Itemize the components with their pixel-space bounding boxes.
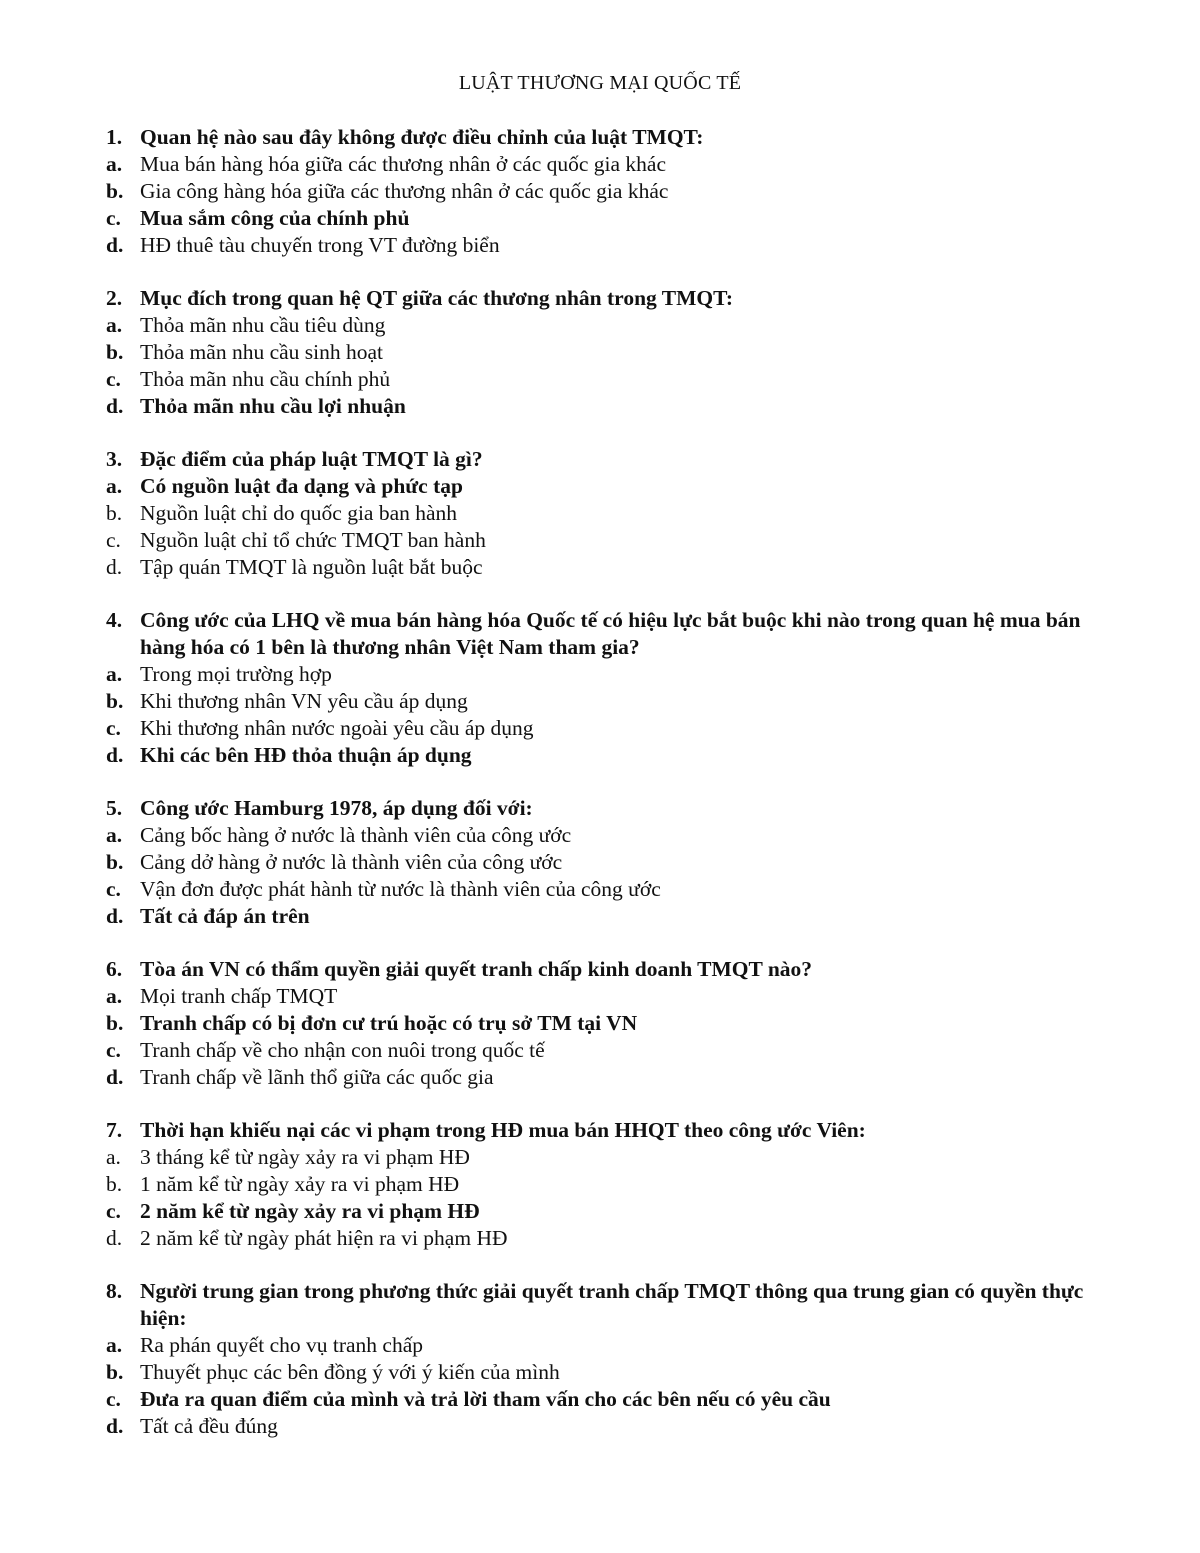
answer-option <box>106 1386 1106 1413</box>
option-text: Trong mọi trường hợp <box>140 662 332 686</box>
answer-option <box>106 688 1106 715</box>
question-text: Mục đích trong quan hệ QT giữa các thương nhân trong TMQT: <box>140 286 734 310</box>
answer-option <box>106 366 1106 393</box>
option-letter: b. <box>106 501 123 525</box>
option-text: Ra phán quyết cho vụ tranh chấp <box>140 1333 423 1357</box>
question-line <box>106 1278 1106 1332</box>
option-letter: d. <box>106 555 123 579</box>
option-text: Thuyết phục các bên đồng ý với ý kiến của mình <box>140 1360 560 1384</box>
answer-option <box>106 473 1106 500</box>
option-letter: a. <box>106 313 123 337</box>
option-text: Nguồn luật chỉ tổ chức TMQT ban hành <box>140 528 486 552</box>
option-letter: d. <box>106 1414 124 1438</box>
question-list <box>106 124 1106 1466</box>
option-letter: c. <box>106 1199 121 1223</box>
option-text: Cảng dở hàng ở nước là thành viên của công ước <box>140 850 563 874</box>
option-letter: d. <box>106 904 124 928</box>
question-line <box>106 795 1106 822</box>
option-letter: c. <box>106 1387 121 1411</box>
answer-option <box>106 849 1106 876</box>
option-letter: a. <box>106 823 123 847</box>
question-text: Công ước Hamburg 1978, áp dụng đối với: <box>140 796 533 820</box>
question-block <box>106 1278 1106 1440</box>
option-letter: a. <box>106 662 123 686</box>
option-text: Tất cả đáp án trên <box>140 904 310 928</box>
option-letter: b. <box>106 340 124 364</box>
question-number: 6. <box>106 957 123 981</box>
option-text: Mọi tranh chấp TMQT <box>140 984 338 1008</box>
option-text: 1 năm kể từ ngày xảy ra vi phạm HĐ <box>140 1172 460 1196</box>
option-text: Thỏa mãn nhu cầu sinh hoạt <box>140 340 384 364</box>
option-letter: a. <box>106 474 123 498</box>
page-title: LUẬT THƯƠNG MẠI QUỐC TẾ <box>458 72 742 94</box>
option-letter: b. <box>106 1172 123 1196</box>
option-text: Thỏa mãn nhu cầu chính phủ <box>140 367 391 391</box>
answer-option <box>106 903 1106 930</box>
option-letter: d. <box>106 1226 123 1250</box>
question-line <box>106 124 1106 151</box>
option-text: HĐ thuê tàu chuyến trong VT đường biển <box>140 233 500 257</box>
question-text: Quan hệ nào sau đây không được điều chỉnh của luật TMQT: <box>140 125 704 149</box>
question-line <box>106 285 1106 312</box>
option-letter: c. <box>106 206 121 230</box>
answer-option <box>106 1010 1106 1037</box>
option-text: Đưa ra quan điểm của mình và trả lời tham vấn cho các bên nếu có yêu cầu <box>140 1387 831 1411</box>
answer-option <box>106 715 1106 742</box>
option-letter: a. <box>106 152 123 176</box>
answer-option <box>106 876 1106 903</box>
option-letter: c. <box>106 1038 121 1062</box>
answer-option <box>106 232 1106 259</box>
answer-option <box>106 151 1106 178</box>
answer-option <box>106 1144 1106 1171</box>
answer-option <box>106 1198 1106 1225</box>
option-text: Tranh chấp có bị đơn cư trú hoặc có trụ sở TM tại VN <box>140 1011 638 1035</box>
answer-option <box>106 554 1106 581</box>
option-letter: b. <box>106 850 124 874</box>
answer-option <box>106 742 1106 769</box>
option-text: Cảng bốc hàng ở nước là thành viên của công ước <box>140 823 572 847</box>
option-text: Có nguồn luật đa dạng và phức tạp <box>140 474 463 498</box>
option-text: 2 năm kể từ ngày xảy ra vi phạm HĐ <box>140 1199 480 1223</box>
option-text: Tất cả đều đúng <box>140 1414 278 1438</box>
option-text: Vận đơn được phát hành từ nước là thành viên của công ước <box>140 877 661 901</box>
option-text: Nguồn luật chỉ do quốc gia ban hành <box>140 501 458 525</box>
option-text: Khi thương nhân VN yêu cầu áp dụng <box>140 689 468 713</box>
question-block <box>106 285 1106 420</box>
question-number: 7. <box>106 1118 123 1142</box>
option-text: Thỏa mãn nhu cầu lợi nhuận <box>140 394 406 418</box>
option-text: 2 năm kể từ ngày phát hiện ra vi phạm HĐ <box>140 1226 508 1250</box>
question-text: Đặc điểm của pháp luật TMQT là gì? <box>140 447 483 471</box>
answer-option <box>106 312 1106 339</box>
option-letter: d. <box>106 743 124 767</box>
answer-option <box>106 1171 1106 1198</box>
question-block <box>106 124 1106 259</box>
option-text: Khi các bên HĐ thỏa thuận áp dụng <box>140 743 472 767</box>
answer-option <box>106 1225 1106 1252</box>
option-letter: b. <box>106 1360 124 1384</box>
answer-option <box>106 339 1106 366</box>
answer-option <box>106 1413 1106 1440</box>
question-number: 1. <box>106 125 123 149</box>
answer-option <box>106 1064 1106 1091</box>
answer-option <box>106 983 1106 1010</box>
option-letter: c. <box>106 877 121 901</box>
option-text: Khi thương nhân nước ngoài yêu cầu áp dụng <box>140 716 534 740</box>
option-text: Mua bán hàng hóa giữa các thương nhân ở các quốc gia khác <box>140 152 667 176</box>
question-text: Thời hạn khiếu nại các vi phạm trong HĐ mua bán HHQT theo công ước Viên: <box>140 1118 866 1142</box>
option-text: 3 tháng kể từ ngày xảy ra vi phạm HĐ <box>140 1145 470 1169</box>
question-block <box>106 446 1106 581</box>
question-number: 5. <box>106 796 123 820</box>
question-number: 4. <box>106 608 123 632</box>
answer-option <box>106 393 1106 420</box>
answer-option <box>106 178 1106 205</box>
option-letter: c. <box>106 528 121 552</box>
question-block <box>106 1117 1106 1252</box>
question-line <box>106 446 1106 473</box>
answer-option <box>106 661 1106 688</box>
option-letter: c. <box>106 367 121 391</box>
question-text: Tòa án VN có thẩm quyền giải quyết tranh chấp kinh doanh TMQT nào? <box>140 957 813 981</box>
option-text: Tranh chấp về cho nhận con nuôi trong quốc tế <box>140 1038 545 1062</box>
option-letter: d. <box>106 1065 124 1089</box>
answer-option <box>106 527 1106 554</box>
answer-option <box>106 1359 1106 1386</box>
answer-option <box>106 1332 1106 1359</box>
option-letter: a. <box>106 984 123 1008</box>
option-text: Gia công hàng hóa giữa các thương nhân ở các quốc gia khác <box>140 179 669 203</box>
option-letter: b. <box>106 689 124 713</box>
option-letter: a. <box>106 1333 123 1357</box>
option-text: Tranh chấp về lãnh thổ giữa các quốc gia <box>140 1065 494 1089</box>
question-block <box>106 795 1106 930</box>
answer-option <box>106 1037 1106 1064</box>
question-number: 2. <box>106 286 123 310</box>
option-letter: d. <box>106 394 124 418</box>
option-text: Tập quán TMQT là nguồn luật bắt buộc <box>140 555 483 579</box>
option-letter: d. <box>106 233 124 257</box>
answer-option <box>106 822 1106 849</box>
answer-option <box>106 205 1106 232</box>
option-letter: b. <box>106 179 124 203</box>
option-letter: b. <box>106 1011 124 1035</box>
answer-option <box>106 500 1106 527</box>
option-letter: c. <box>106 716 121 740</box>
question-number: 8. <box>106 1279 123 1303</box>
question-line <box>106 1117 1106 1144</box>
question-line <box>106 607 1106 661</box>
question-line <box>106 956 1106 983</box>
question-block <box>106 607 1106 769</box>
option-text: Thỏa mãn nhu cầu tiêu dùng <box>140 313 386 337</box>
question-number: 3. <box>106 447 123 471</box>
option-letter: a. <box>106 1145 121 1169</box>
question-block <box>106 956 1106 1091</box>
question-text: Công ước của LHQ về mua bán hàng hóa Quốc tế có hiệu lực bắt buộc khi nào trong quan hệ mua bán hàng hóa có 1 bên là thương nhân Việt Nam tham gia? <box>140 608 1081 659</box>
question-text: Người trung gian trong phương thức giải quyết tranh chấp TMQT thông qua trung gian có quyền thực hiện: <box>140 1279 1084 1330</box>
option-text: Mua sắm công của chính phủ <box>140 206 410 230</box>
